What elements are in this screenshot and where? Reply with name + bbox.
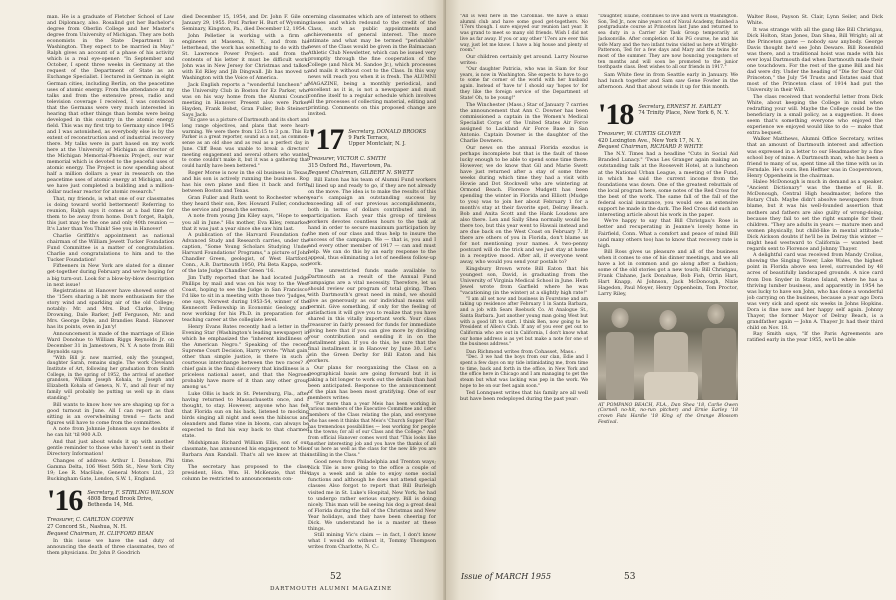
bequest-chairman: Bequest Chairman, H. CLIFFORD BEAN — [47, 530, 154, 537]
paragraph: A note from Johnnie Johnson says he doubts if he can hit 'til 900 A.D. — [47, 426, 174, 439]
class-16-header — [47, 483, 174, 517]
left-page — [0, 0, 446, 600]
secretary-address: 74 Trinity Place, New York 6, N. Y. — [638, 109, 729, 116]
paragraph: Walter Ross, Payson St. Clair, Lynn Seiler, and Dick White. — [747, 14, 883, 27]
class-17-header — [308, 122, 436, 156]
bequest-chairman: Bequest Chairman, GILBERT N. SWETT — [308, 169, 414, 176]
paragraph: Midshipman Richard William Ellis, son of our classmate, has announced his engagement to Miss Barbara Ann Randall. That's all we know at this time. — [182, 439, 309, 464]
secretary-label: Secretary, ERNEST H. EARLEY — [638, 103, 722, 110]
right-column-3 — [747, 14, 883, 344]
issue-date: Issue of MARCH 1955 — [461, 572, 552, 581]
paragraph: died December 15, 1954, and Dr. John F. Gile on January 29, 1955. Prof. Parker H. Burt of Wyoming Seminary, Kingston, Pa., died December 12, 1954. — [182, 14, 309, 33]
paragraph: "Dec. 3 we had the boys from our clan, Edie and I spent a few days on my tide intimidating me, from time to time, back and forth in the office, in New York and the office here in Chicago and I am managing to get the steam but what was lacking was pep in the work. We hope to be on our feet again soon." — [460, 355, 588, 389]
treasurer-label: Treasurer, W. CURTIS GLOVER — [598, 130, 681, 137]
bequest-chairman: Bequest Chairman, RICHARD P. WHITE — [598, 144, 703, 151]
paragraph: A publication of the Harvard Foundation for Advanced Study and Research carries, under the caption, "Some Young Scholars Studying Under Harvard Foundations' Programs," a picture of John Chandler Green, geologist, of West Hartford, Conn., A.B. Dartmouth 1950, Phi Beta Kappa, son of the late Judge Chandler Green '16. — [182, 232, 309, 275]
paragraph: The Winchester (Mass.) Star of January 7 carries the announcement that Ann C. Downer has been commissioned a captain in the Women's Medical Specialist Corps of the United States Air Force assigned to Lackland Air Force Base in San Antonio. Captain Downer is the daughter of the Charlie Downers. — [460, 101, 588, 145]
treasurer-address: 27 Concord St., Nashua, N. H. — [47, 523, 127, 530]
paragraph: The class received that wonderful letter from Dick White, about keeping the College in mind when redrafting your will. Maybe the College could be the beneficiary in a small policy, as a suggestion. It does seem that's something everyone who enjoyed the experience we enjoyed would like to do — make that extra bequest. — [747, 93, 883, 136]
page-number: 53 — [624, 572, 636, 582]
paragraph: Our news on the annual Florida exodus is perhaps incomplete but that is the fault of those lucky enough to be able to spend some time there. However, we do know that Gil and Marie Swett have just returned after a stay of some three weeks during which time they had a visit with Howie and Dot Stockwell who are wintering at Ormond Beach. Florence Mudgett has been spending the winter in Florida and Elliott (Mudge to you) was to join her about February 1 for a month's stay at their favorite spot, Delray Beach. Bob and Anita Scott and the Hank Loudons are also there. Len and Sally Shea normally would be there too, but this year went to Hawaii instead and are due back on the West Coast on February 7. If there are others of you in Florida, don't blame us for not mentioning your names. A two-penny postcard will do the trick and we just stay at home in a receptive mood. After all, if everyone went away, who would you send your postals to? — [460, 144, 588, 266]
paragraph: Bill wants to know how we are shaping up for a good turnout in June. All I can report as that sitting is an overwhelming trend — facts and figures will have to come from the committee. — [47, 401, 174, 426]
class-secretary-info — [638, 102, 729, 117]
paragraph: Registrations at Hanover have showed some of the '15ers sharing a bit more enthusiasm for the story wind and sparkling air of the old College; notably: Mr. and Mrs. Bud Clarke, Irving Drowning, Dale Barker, Jeff Ferguson, Mr. and Mrs. George Dyke, and Brandies Rand. Hanover has its points, even in Jan'y! — [47, 288, 174, 331]
secretary-address: 4808 Broad Brook Drive, — [87, 496, 153, 503]
right-page — [446, 0, 896, 600]
class-secretary-info — [348, 127, 426, 148]
class-year: '17 — [308, 122, 344, 156]
paragraph: cerning classmates which are of interest to others classes and which redound to the credit of the Class, such as public appointments and achievements of general interest. The more intimate and what may be termed "perishable" news of the Class would be given in the Balmacaan Athletic Club Newsletter, which can be issued very promptly through the fine cooperation of the College (and Nick M. Sandoe Jr.), which processes and mails it without cost to the Class. In this way news will reach you when it is fresh. The ALUMNI MAGAZINE, being a monthly periodical, and excellent as it is, is not a newspaper and must confine itself to a regular schedule which involves all the processes of collecting material, editing and printing. Comments on this proposed change are invited. — [308, 14, 436, 117]
paragraph: The N.Y. Times had a headline "Cuts in Social Aid Branded Lunacy." 'Twas Les Granger again making an outstanding talk at the Roosevelt Hotel, at a luncheon at the National Urban League, a meeting of the Fund, in which he said the current income from the foundations was down. One of the greatest rebuttals of the local program here, some notes of the Red Cross for the best of the work. The same fall of the fall of the federal social insurance, you would see an extensive support he made in the dark. The Red Cross did such an interesting article about his work in the paper. — [598, 151, 738, 218]
treasurer-address: 420 Lexington Ave., New York 17, N. Y. — [598, 137, 701, 144]
paragraph: Luke Ollis is back in St. Petersburg, Fla., after having returned to Massachusetts once, and I thought, to stay. However, anyone who has felt that Florida sun on his back, listened to mocking birds singing all night and seen the hibiscus and oleanders and flame vine in bloom, can always be expected to find his way back to that charmed state. — [182, 390, 309, 440]
paragraph: Bill Ross gives us pleasure and all of the business when it comes to one of his dinner meetings, and we all have a lot in common and go along after a fashion; some of the old stories got a new touch; Bill Christgau, Frank Clahane, Jack Donahue, Bob Fish, Orrin Hart, Hart Knapp, Al Johnson, Jack McDonough, Nixie Hagedon, Paul Moyer, Henry Oppenheim, Tom Proctor, Larry Riley, — [598, 249, 738, 298]
secretary-city: Bethesda 14, Md. — [87, 502, 134, 509]
photo-figure — [702, 328, 736, 400]
paragraph: Jack English reports a "wonderful luncheon" at the University Club in Boston for Ez Parker, who was on his way home from the Alumni Council meeting in Hanover. Present also were Parker Hayden, Frank Bobst, Gran Fuller, Bob Steinert. Says Jack: — [182, 81, 309, 118]
paragraph: In this issue we have the sad duty of announcing the death of three classmates, two of them physicians. Dr. John P. Goodrich — [47, 537, 174, 556]
magazine-name: DARTMOUTH ALUMNI MAGAZINE — [270, 586, 392, 592]
secretary-label: Secretary, F. STIRLING WILSON — [87, 489, 174, 496]
paragraph: It was strange with all the gang like Bill Christgau, Dick Holton, Stan Jones, Dan Shea, Bill Wright; all at the Princeton game — nobody saw anybody. George Davis thought he'd see John Deware. Bill Rosenfeld was there, and a traditional hoist was made with his ever loyal Dartmouth dad when Dartmouth made their one touchdown. For the rest of the game Bill and his dad were dry. Under the heading of "Die for Dear Old Princeton," the July '54 Trusts and Estates said that most of the Princeton class of 1914 had put the University in their Will. — [747, 26, 883, 94]
paragraph: Dan Richmond writes from Cohasset, Mass.: — [466, 348, 577, 355]
paragraph: "Our daughter Patricia, who was in Siam for four years, is now in Washington. She expects to have to go to some far corner of the world with her husband again. Instead of 'have to' I should say 'hopes to' for they like the foreign service of the Department of State! Oh, to be young!" — [460, 67, 588, 101]
paragraph: Sam White flew in from Seattle early in January. We had lunch together and Sam saw Gene Fowler in the afternoon. And that about winds it up for this month. — [598, 71, 738, 90]
right-column-2 — [598, 14, 738, 426]
secretary-city: Upper Montclair, N. J. — [348, 141, 406, 148]
class-18-header — [598, 97, 738, 131]
photo-figure — [644, 372, 698, 400]
paragraph: Bill Eaton has his team of Alumni Fund workers all lined up and ready to go, if they are not already on the move. The idea is to make the results of this year's campaign an outstanding success by exceeding all of our previous accomplishments, both in terms of dollars contributed and in participation. Each year this group of tireless workers devotes countless hours to the task at hand in order to secure maximum participation by the men of our class and thus help to insure the success of the campaign. We — that is, you and I and every other member of 1917 — can and must help. We can do this by an early response to the appeal, thus eliminating a lot of needless follow-up work. — [308, 176, 436, 268]
paragraph: Gran Fuller and Ruth went to Rochester where they heard their son, Rev. Howard Fuller, conduct the service and preach the sermon. — [182, 194, 309, 213]
left-column-3 — [308, 14, 436, 550]
paragraph: "With Bill jr. now married, only the youngest, daughter Sarah, remains single. The work Cleveland Institute of Art, following her graduation from Smith College, in the spring of 1952, the arrival of another grandson, William Joseph Kohala, to Joseph and Elizabeth Kohala of Geneva, N. Y., and all four of my family will probably be putting us well up in class standing." — [47, 355, 174, 401]
secretary-label: Secretary, DONALD BROOKS — [348, 128, 427, 135]
paragraph: "For more than a year Meis has been working in various members of the Executive Committee and other members of the Class relating the plan, and everyone who has seen it thinks that Meis's 'Church Supper Plan' has tremendous possibilities — less working for people in the towns; for all of our Class and the College." And from official Hanover comes word that "This looks like another interesting job and you have the thanks of all of us here as well as the class for the new life you are instilling in the Class." — [308, 401, 436, 459]
paragraph: Ray Smith says, "If the Paris Agreements are ratified early in the year 1955, we'll be able — [747, 331, 883, 344]
pompano-beach-photo — [598, 302, 738, 400]
paragraph: "Ez gave us a picture of Dartmouth and its short and long range objectives, and plans that were heart-warming. We were there from 12:15 to 3 p.m. This Ez Parker is a great reporter, sound as a nut, as common-sense as an old shoe and as real as a perfect day in June. Cliff Bean was unable to break a directors' meeting engagement and several others who wanted to come couldn't make it, but it was a gathering that could hardly have been bettered." — [182, 118, 309, 169]
paragraph: Changes of address: Arthur I. Donohue, Phi Gamma Delta, 106 West 56th St., New York City 19; Lee R. MacHale, General Motors Ltd., 23 Buckingham Gate, London, S.W. 1, England. — [47, 457, 174, 482]
paragraph: We're happy to say that Bill Christgau's Rose is better and recuperating in Jeanne's lovely home in Fairfield, Conn. What a comfort and peace of mind Bill (and many others too) has to know that recovery rate is high. — [598, 218, 738, 249]
paragraph: "All is well here in the Carolinas. We have a small alumni club and have some good get-togethers. No '17ers though. I sure enjoyed our reunion last year. It was grand to meet so many old friends. Wish I did not live as far away. If you or any other '17ers are ever this way, just let me know. I have a big house and plenty of room." — [460, 14, 588, 54]
treasurer-label: Treasurer, C. CARLTON COFFIN — [47, 516, 134, 523]
page-number: 52 — [330, 572, 342, 582]
paragraph: And that just about winds it up with another gentle reminder to those who haven't sent in their Directory Information! — [47, 439, 174, 458]
paragraph: Walker Matthews, Alumni Office Secretary, writes that an amount of Dartmouth interest and affection was expressed in a letter to our Headmaster by a fine school boy of mine. A Dartmouth man, who has been a friend to many of us, spent time all the time with us in Ferndale. He's ours. Ben Heffner was in Cooperstown, Henry Oppenheim is the chairman. — [747, 136, 883, 179]
paragraph: Haleo McDonough is much in demand as a speaker. "Ancient Dictionary" was the theme of H. B. McDonough, Central High headmaster, before the Rotary Club. Maybe didn't absolve newspapers from blame, but it was his well-founded assertion that mothers and fathers are also guilty of wrong-doing, because they fail to set the right example for their children. "They are adults in years — mature men and women physically, but child-like in mental attitude." Dick Aickson doubts if he'll be in Delray this winter — might head westward to California — wanted best regards sent to Florence and Johnny Thayer. — [747, 179, 883, 252]
left-column-2 — [182, 14, 309, 483]
paragraph: Roger Morse is now in the oil business in Texas, and his son is actively running the business. Rog has his own plane and flies it back and forth between Boston and Texas. — [182, 170, 309, 195]
paragraph: Ted Lonnquest writes that his family are all well but have been redeployed during the past year: — [460, 389, 588, 402]
treasurer-label: Treasurer, VICTOR C. SMITH — [308, 155, 386, 162]
secretary-address: 9 Park Terrace, — [348, 135, 389, 142]
class-year: '18 — [598, 97, 634, 131]
photo-caption: AT POMPANO BEACH, FLA., Dan Shea '18, Carlie Owen (Cornell no-hit, no-run pitcher) and Ernie Earley '18 crown Fats Hardie '18 King of the Orange Blossom Festival. — [598, 402, 738, 425]
paragraph: John Pelletier is working with a firm of engineers at Massena, N. Y., and from his letterhead, the work has something to do with the St. Lawrence Power Project: and from the contents of his letter it must be difficult work. John was in New Jersey for Christmas and talked with Ed Riley and Jib Dingwall. Jib has moved to Washington with the Voice of America. — [182, 32, 309, 81]
class-year: '16 — [47, 483, 83, 517]
paragraph: That, my friends, is what one of our classmates is doing toward world betterment! Referring to reunion, Ralph says it comes at a bad time for them to be away from home. Don't forget, Ralph, this just may be the one and only 40th reunion — It's Later than You Think! See you in Hanover! — [47, 195, 174, 233]
paragraph: Good news from Philadelphia and Trenton ways; Nick Tile is now going to the office a couple of days a week and is able to enjoy some social functions and although he does not attend special classes Also forgot to report that Bill Burleigh visited me in St. Luke's Hospital, New York, he had to undergo rather serious surgery. Bill is doing nicely. This man will be seeing his dog a great deal of Florida during the fall of the Christmas and New Year holidays, and they have been cheering for Dick. We understand he is a master at these things. — [308, 459, 436, 532]
paragraph: The unrestricted funds made available to Dartmouth as a result of the Annual Fund campaigns are a vital necessity. Therefore, let us should review our program of total giving. Then with Dartmouth's great need in mind, we should give as generously as our individual means will permit. Give something, if only for the feeling of satisfaction it will give you to realize that you have shared in this vitally important work. Your class treasurer in fairly pressed for funds for immediate giving here that if you can give more by dividing your contribution and sending it in on the installment plan. If you do this, be sure that the final installment is in Hanover by June 30. Let's win the Green Derby for Bill Eaton and his workers. — [308, 267, 436, 365]
treasurer-address: 315 Oxford Rd., Havertown, Pa. — [308, 162, 392, 169]
paragraph: The secretary has proposed to the class president, Hon. Wm. H. McKenzie, that this column be restricted to announcements con- — [182, 464, 309, 483]
class-secretary-info — [87, 488, 173, 509]
paragraph: A note from young Jim Kiley says, "Hope to see you all in June." His mother, Eva Kiley, remarked that it was just a year since she saw him last. — [182, 213, 309, 232]
paragraph: Charlie Griffith's appointment as national chairman of the William Jewett Tucker Foundation Fund Committee is a matter of congratulation. Charlie and congratulations to him and to the Tucker Foundation! — [47, 232, 174, 263]
right-column-1 — [460, 14, 588, 402]
paragraph: Announcement is made of the marriage of Elsie Ward Donohue to William Riggs Reynolds Jr. on December 31 in Jamestown, N. Y. A note from Bill Reynolds says: — [47, 330, 174, 356]
paragraph: Henry Evans Bates recently had a letter in the Evening Star (Washington's leading newspaper) in which he emphasized the "inherent kindliness of the American Negro." Speaking of the recent Supreme Court Decision, Harry wrote: "What gain, other than simple justice, is there in such a courteous interchange between the two races? A chief gain is the final discovery that kindliness is a priceless national asset, and that the Negroes probably have more of it than any other group among us." — [182, 323, 309, 391]
paragraph: Kingsbury Brown wrote Bill Eaton that his youngest son, David, is graduating from the University of Virginia Medical School in June. Herb Jewel wrote from Garfield where he was "vacationing (in the winter) at a slightly high rate!" — [460, 266, 588, 297]
paragraph: "I am all set now and business in Fourstone and am taking up residence after February 1 in Santa Barbara, and a job with Sears Roebuck Co. At Analogue St., Santa Barbara. Just another young man going West but with a good lift to start. I think Ben, now going to be President of Allen's Club. If any of you ever get out to California who are out in California, I don't know what our home address is as yet but make a note for one of the business address." — [460, 296, 588, 348]
paragraph: A delightful card was received from Mandy Crolius, showing the Singing Tower, Lake Wales, the highest point in Florida above sea level, surrounded by 48 acres of beautifully landscaped grounds. A nice card from Don Snyder in Staten Island, where he has a thriving lumber business, and apparently in 1954 he was lucky to have son John, who has done a wonderful job carrying on the business, because a year ago Dora was very sick and spent six weeks in Johns Hopkins. Dora is fine now and her happy self again. Johnny Thayer, the former Mayor of Delray Beach, is a grandfather again — John A. Thayer Jr. had their third child on Nov. 18. — [747, 252, 883, 331]
paragraph: Jim Tuffy reported that he had located Judge Phillips by mail and was on his way to the West Coast, hoping to see the Judge in San Francisco. I'd like to sit in a meeting with those two "judges," one says, Norwest during 1953-54, winner of the Kennecott Fellowship in Economic Geology, and now working for his Ph.D. in preparation for a teaching career at the collegiate level. — [182, 274, 309, 324]
paragraph: Our children certainly get around. Larry Nourse writes: — [460, 54, 588, 67]
photo-figure — [606, 332, 634, 400]
paragraph: "Daughter, Elaine, continues to live and work in Washington. Son, Ted Jr., now nine years out of Naval Academy, finished a postgraduate course at Princeton last June and returned to sea duty in a Carrier Air Task Group temporarily at Jacksonville. After completion of his PG course, he and his wife Mary and the two infant twins visited us here at Wright-Patterson, Ted for a few days and Mary and the twins for most of the summer. They are now bouncing youngsters of ten months and will soon be promoted to the junior toothpaste class. Best wishes to all our friends in 1917." — [598, 14, 738, 71]
paragraph: man. He is a graduate of Fletcher School of Law and Diplomacy, also. Rosalind got her Bachelor's degree from Oberlin College and her Master's degree from University of Michigan. They are both economists in the State Department in Washington. They expect to be married in May." Ralph gives an account of a phase of his activity which is a real eye-opener: "In September and October, I spent three weeks in Germany at the request of the Department of State as an Exchange Specialist. I lectured in German in eight German cities, including Berlin, on the peacetime uses of atomic energy. From the attendance at my talks and from the extensive press, radio and television coverage I received, I was convinced that the Germans were very much interested in hearing that other things than bombs were being developed in this country in the atomic energy field. This was my first trip to Germany since 1945 and I was astonished, as everybody else is by the extent of reconstruction and of industrial recovery there. My talks were in part based on my work here at the University of Michigan as director of the Michigan Memorial-Phoenix Project, our war memorial which is devoted to the peaceful uses of atomic energy. The Project is now spending about half a million dollars a year in research on the peacetime uses of atomic energy at Michigan, and we have just completed a building and a million-dollar nuclear reactor for atomic research." — [47, 14, 174, 196]
paragraph: Fifteeners in New York are slated for a dinner get-together during February and we're hoping for a big turn-out. Look for a blow-by-blow description in next issue! — [47, 263, 174, 288]
left-column-1 — [47, 14, 174, 556]
paragraph: Our plans for reorganizing the Class on a geographical basis are going forward but it is taking a bit longer to work out the details than had been anticipated. Response to the announcement of the plan has been most gratifying. One of our members writes: — [308, 364, 436, 402]
paragraph: Still mining Vic's claim — in fact, I don't know what I would do without it, Tommy Thompson writes from Charlotte, N. C.: — [308, 532, 436, 551]
